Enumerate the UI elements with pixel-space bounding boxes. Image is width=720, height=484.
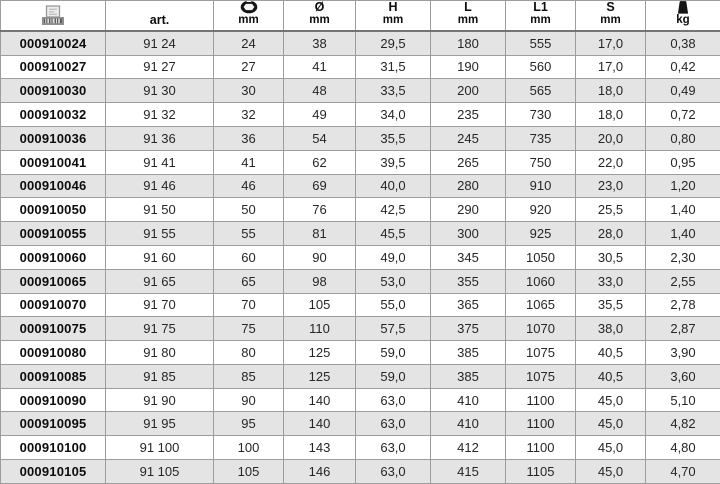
cell-l: 345	[431, 245, 506, 269]
header-row	[1, 1, 720, 31]
cell-kg: 3,90	[646, 341, 720, 365]
cell-ean: 000910024	[1, 31, 106, 56]
cell-s: 25,5	[576, 198, 646, 222]
cell-h: 63,0	[356, 436, 431, 460]
cell-ean: 000910095	[1, 412, 106, 436]
cell-kg: 2,78	[646, 293, 720, 317]
cell-l1: 1075	[506, 341, 576, 365]
cell-l1: 565	[506, 79, 576, 103]
col-label-s: S	[606, 0, 615, 15]
table-row	[1, 388, 720, 412]
col-unit-h: mm	[382, 14, 404, 27]
cell-h: 31,5	[356, 55, 431, 79]
cell-kg: 2,30	[646, 245, 720, 269]
cell-dia: 38	[284, 31, 356, 56]
cell-size: 46	[214, 174, 284, 198]
cell-dia: 98	[284, 269, 356, 293]
cell-dia: 105	[284, 293, 356, 317]
cell-l: 245	[431, 126, 506, 150]
cell-dia: 90	[284, 245, 356, 269]
weight-icon	[677, 1, 689, 15]
cell-kg: 0,49	[646, 79, 720, 103]
table-body	[1, 31, 720, 484]
table-row	[1, 79, 720, 103]
cell-l1: 555	[506, 31, 576, 56]
table-row	[1, 126, 720, 150]
cell-l1: 1065	[506, 293, 576, 317]
cell-l1: 925	[506, 222, 576, 246]
cell-dia: 146	[284, 460, 356, 484]
col-unit-kg: kg	[676, 14, 690, 27]
cell-l1: 560	[506, 55, 576, 79]
cell-l1: 730	[506, 103, 576, 127]
cell-s: 17,0	[576, 55, 646, 79]
table-row	[1, 103, 720, 127]
cell-ean: 000910090	[1, 388, 106, 412]
table-row	[1, 341, 720, 365]
cell-s: 40,5	[576, 341, 646, 365]
cell-dia: 76	[284, 198, 356, 222]
cell-size: 30	[214, 79, 284, 103]
cell-ean: 000910065	[1, 269, 106, 293]
cell-art: 91 41	[106, 150, 214, 174]
cell-h: 35,5	[356, 126, 431, 150]
cell-h: 34,0	[356, 103, 431, 127]
cell-h: 63,0	[356, 388, 431, 412]
cell-h: 42,5	[356, 198, 431, 222]
cell-l: 300	[431, 222, 506, 246]
cell-kg: 0,38	[646, 31, 720, 56]
package-barcode-icon	[38, 5, 68, 27]
cell-size: 80	[214, 341, 284, 365]
cell-art: 91 55	[106, 222, 214, 246]
cell-kg: 0,95	[646, 150, 720, 174]
cell-dia: 140	[284, 388, 356, 412]
col-unit-l: mm	[457, 14, 479, 27]
cell-s: 18,0	[576, 103, 646, 127]
cell-art: 91 27	[106, 55, 214, 79]
cell-ean: 000910070	[1, 293, 106, 317]
col-header-kg	[646, 1, 720, 31]
cell-l: 385	[431, 341, 506, 365]
cell-s: 45,0	[576, 460, 646, 484]
cell-art: 91 46	[106, 174, 214, 198]
cell-kg: 4,80	[646, 436, 720, 460]
cell-size: 100	[214, 436, 284, 460]
cell-h: 49,0	[356, 245, 431, 269]
cell-l1: 1060	[506, 269, 576, 293]
cell-art: 91 85	[106, 364, 214, 388]
table-row	[1, 460, 720, 484]
cell-s: 23,0	[576, 174, 646, 198]
cell-size: 105	[214, 460, 284, 484]
cell-art: 91 90	[106, 388, 214, 412]
cell-h: 40,0	[356, 174, 431, 198]
cell-kg: 3,60	[646, 364, 720, 388]
cell-art: 91 50	[106, 198, 214, 222]
cell-dia: 81	[284, 222, 356, 246]
cell-l1: 735	[506, 126, 576, 150]
cell-size: 32	[214, 103, 284, 127]
cell-size: 55	[214, 222, 284, 246]
col-unit-dia: mm	[309, 14, 330, 27]
cell-dia: 62	[284, 150, 356, 174]
table-row	[1, 269, 720, 293]
cell-art: 91 30	[106, 79, 214, 103]
cell-dia: 143	[284, 436, 356, 460]
cell-h: 45,5	[356, 222, 431, 246]
cell-art: 91 24	[106, 31, 214, 56]
cell-ean: 000910027	[1, 55, 106, 79]
cell-l1: 1100	[506, 412, 576, 436]
col-header-s	[576, 1, 646, 31]
cell-art: 91 95	[106, 412, 214, 436]
cell-s: 20,0	[576, 126, 646, 150]
cell-size: 50	[214, 198, 284, 222]
cell-size: 85	[214, 364, 284, 388]
col-unit-size: mm	[238, 14, 259, 27]
table-row	[1, 436, 720, 460]
table-row	[1, 31, 720, 56]
col-header-size	[214, 1, 284, 31]
cell-size: 36	[214, 126, 284, 150]
cell-kg: 1,40	[646, 198, 720, 222]
cell-l: 410	[431, 412, 506, 436]
cell-s: 28,0	[576, 222, 646, 246]
table-row	[1, 412, 720, 436]
cell-art: 91 100	[106, 436, 214, 460]
cell-dia: 140	[284, 412, 356, 436]
col-label-l1: L1	[533, 0, 548, 15]
col-label-h: H	[388, 0, 398, 15]
cell-ean: 000910046	[1, 174, 106, 198]
col-header-ean	[1, 1, 106, 31]
table-row	[1, 222, 720, 246]
cell-h: 63,0	[356, 412, 431, 436]
cell-kg: 5,10	[646, 388, 720, 412]
cell-size: 24	[214, 31, 284, 56]
cell-kg: 0,72	[646, 103, 720, 127]
cell-kg: 1,20	[646, 174, 720, 198]
cell-art: 91 36	[106, 126, 214, 150]
cell-h: 53,0	[356, 269, 431, 293]
cell-l: 355	[431, 269, 506, 293]
cell-s: 22,0	[576, 150, 646, 174]
cell-kg: 2,55	[646, 269, 720, 293]
cell-l: 265	[431, 150, 506, 174]
cell-h: 57,5	[356, 317, 431, 341]
table-row	[1, 198, 720, 222]
cell-size: 90	[214, 388, 284, 412]
table-row	[1, 245, 720, 269]
cell-dia: 125	[284, 364, 356, 388]
table-row	[1, 150, 720, 174]
cell-ean: 000910080	[1, 341, 106, 365]
cell-kg: 0,80	[646, 126, 720, 150]
cell-size: 65	[214, 269, 284, 293]
cell-l: 365	[431, 293, 506, 317]
cell-s: 30,5	[576, 245, 646, 269]
cell-size: 60	[214, 245, 284, 269]
cell-l1: 1075	[506, 364, 576, 388]
cell-h: 59,0	[356, 364, 431, 388]
cell-l: 410	[431, 388, 506, 412]
cell-h: 39,5	[356, 150, 431, 174]
cell-art: 91 105	[106, 460, 214, 484]
cell-ean: 000910030	[1, 79, 106, 103]
col-unit-s: mm	[600, 14, 621, 27]
cell-art: 91 65	[106, 269, 214, 293]
cell-s: 45,0	[576, 388, 646, 412]
cell-kg: 1,40	[646, 222, 720, 246]
col-header-art	[106, 1, 214, 31]
table-row	[1, 293, 720, 317]
col-label-art: art.	[149, 13, 170, 28]
cell-art: 91 60	[106, 245, 214, 269]
cell-dia: 54	[284, 126, 356, 150]
cell-size: 95	[214, 412, 284, 436]
cell-size: 41	[214, 150, 284, 174]
cell-l: 180	[431, 31, 506, 56]
col-unit-l1: mm	[530, 14, 551, 27]
table-row	[1, 174, 720, 198]
cell-ean: 000910036	[1, 126, 106, 150]
cell-h: 29,5	[356, 31, 431, 56]
cell-dia: 41	[284, 55, 356, 79]
col-label-l: L	[464, 0, 472, 15]
cell-dia: 125	[284, 341, 356, 365]
cell-l1: 1070	[506, 317, 576, 341]
cell-ean: 000910060	[1, 245, 106, 269]
cell-l1: 1050	[506, 245, 576, 269]
cell-dia: 48	[284, 79, 356, 103]
cell-l: 412	[431, 436, 506, 460]
cell-h: 55,0	[356, 293, 431, 317]
cell-s: 35,5	[576, 293, 646, 317]
col-header-l1	[506, 1, 576, 31]
cell-l: 190	[431, 55, 506, 79]
cell-l1: 920	[506, 198, 576, 222]
cell-art: 91 75	[106, 317, 214, 341]
cell-kg: 4,82	[646, 412, 720, 436]
cell-art: 91 70	[106, 293, 214, 317]
cell-s: 40,5	[576, 364, 646, 388]
cell-kg: 2,87	[646, 317, 720, 341]
cell-size: 27	[214, 55, 284, 79]
table-row	[1, 55, 720, 79]
cell-h: 63,0	[356, 460, 431, 484]
cell-dia: 49	[284, 103, 356, 127]
col-label-dia: Ø	[314, 0, 325, 15]
cell-s: 38,0	[576, 317, 646, 341]
cell-l: 235	[431, 103, 506, 127]
cell-l1: 1105	[506, 460, 576, 484]
cell-ean: 000910100	[1, 436, 106, 460]
cell-size: 70	[214, 293, 284, 317]
cell-h: 33,5	[356, 79, 431, 103]
cell-ean: 000910050	[1, 198, 106, 222]
col-header-l	[431, 1, 506, 31]
col-header-h	[356, 1, 431, 31]
cell-s: 45,0	[576, 412, 646, 436]
cell-s: 33,0	[576, 269, 646, 293]
cell-l1: 1100	[506, 388, 576, 412]
cell-ean: 000910075	[1, 317, 106, 341]
cell-kg: 4,70	[646, 460, 720, 484]
cell-s: 45,0	[576, 436, 646, 460]
cell-size: 75	[214, 317, 284, 341]
cell-ean: 000910085	[1, 364, 106, 388]
cell-dia: 110	[284, 317, 356, 341]
cell-ean: 000910041	[1, 150, 106, 174]
cell-kg: 0,42	[646, 55, 720, 79]
cell-art: 91 32	[106, 103, 214, 127]
cell-ean: 000910055	[1, 222, 106, 246]
cell-ean: 000910105	[1, 460, 106, 484]
cell-dia: 69	[284, 174, 356, 198]
cell-l1: 910	[506, 174, 576, 198]
cell-l1: 1100	[506, 436, 576, 460]
cell-l: 290	[431, 198, 506, 222]
cell-s: 17,0	[576, 31, 646, 56]
table-row	[1, 317, 720, 341]
cell-l: 375	[431, 317, 506, 341]
cell-l: 200	[431, 79, 506, 103]
cell-h: 59,0	[356, 341, 431, 365]
cell-l: 280	[431, 174, 506, 198]
cell-art: 91 80	[106, 341, 214, 365]
col-header-dia	[284, 1, 356, 31]
cell-ean: 000910032	[1, 103, 106, 127]
cell-l1: 750	[506, 150, 576, 174]
cell-l: 415	[431, 460, 506, 484]
nut-icon	[238, 1, 260, 15]
cell-l: 385	[431, 364, 506, 388]
cell-s: 18,0	[576, 79, 646, 103]
table-row	[1, 364, 720, 388]
